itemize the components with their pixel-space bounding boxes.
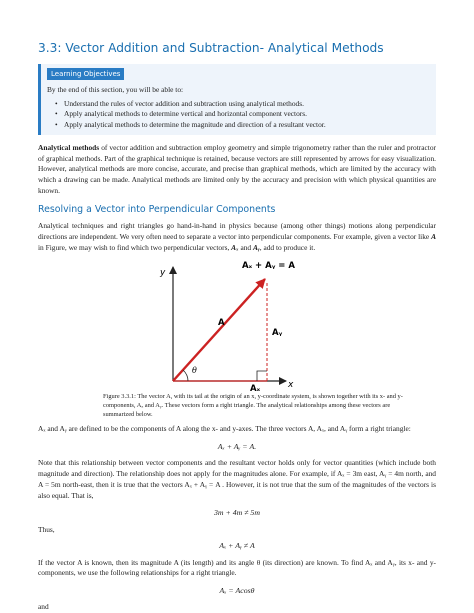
right-angle-marker xyxy=(257,371,267,381)
theta-arc xyxy=(183,370,188,381)
section-text-b: in Figure, we may wish to find which two perpendicular vectors, xyxy=(38,242,232,252)
y-axis-label: y xyxy=(160,268,166,279)
known-paragraph: If the vector A is known, then its magnitude A (its length) and its angle θ (its direction) are known. To find Aₓ and Aᵧ, its x- and y-components, we use the following relationships for a right triangle. xyxy=(38,557,436,578)
section-text-a: Analytical techniques and right triangles go hand-in-hand in physics because (among other things) motions along perpendicular directions are independent. We very often need to separate a vector into perpendicular components. For example, given a vector like xyxy=(38,221,436,241)
vector-a-arrow xyxy=(173,279,265,381)
section-paragraph xyxy=(38,221,436,253)
theta-label: θ xyxy=(192,366,197,376)
vector-ay-label: Aᵧ xyxy=(272,328,283,339)
vector-figure xyxy=(38,259,436,392)
objective-item: • Apply analytical methods to determine vertical and horizontal component vectors. xyxy=(55,109,430,119)
vector-a-label: A xyxy=(218,318,225,329)
intro-text: of vector addition and subtraction employ geometry and simple trigonometry rather than the ruler and protractor of graphical methods. Part of the graphical technique is retained, because vectors are still represented by arrows for easy visualization. However, analytical methods are more concise, accurate, and precise than graphical methods, which are limited by the accuracy with which a drawing can be made. Analytical methods are limited only by the accuracy and precision with which physical quantities are known. xyxy=(38,142,436,195)
top-equation-label: Aₓ + Aᵧ = A xyxy=(242,261,295,272)
var-ay: Aᵧ xyxy=(252,242,260,252)
learning-objectives-tag: Learning Objectives xyxy=(47,68,124,80)
intro-paragraph xyxy=(38,143,436,197)
var-ax: Aₓ xyxy=(231,242,239,252)
figure-caption xyxy=(38,393,436,419)
vector-diagram xyxy=(138,259,338,392)
var-a: A xyxy=(431,231,436,241)
caption-label: Figure 3.3.1 xyxy=(103,393,135,401)
equation-1: Aₓ + Aᵧ = A. xyxy=(217,442,257,452)
x-axis-label: x xyxy=(288,380,294,391)
components-paragraph: Aₓ and Aᵧ are defined to be the components of A along the x- and y-axes. The three vectors A, Aₓ, and Aᵧ form a right triangle: xyxy=(38,424,411,434)
equation-4: Aₓ = Acosθ xyxy=(219,586,255,596)
section-heading: Resolving a Vector into Perpendicular Components xyxy=(38,203,276,215)
note-paragraph: Note that this relationship between vector components and the resultant vector holds only for vector quantities (which include both magnitude and direction). The relationship does not apply for the magnitudes alone. For example, if Aₓ = 3m east, Aᵧ = 4m north, and A = 5m north-east, then it is true that the vectors Aₓ + Aᵧ = A . However, it is not true that the sum of the magnitudes of the vectors is also equal. That is, xyxy=(38,458,436,500)
page-content xyxy=(38,40,436,613)
section-text-c: and xyxy=(238,242,253,252)
and-text: and xyxy=(38,602,49,612)
objective-item: • Apply analytical methods to determine the magnitude and direction of a resultant vector. xyxy=(55,120,430,130)
thus-text: Thus, xyxy=(38,524,55,534)
learning-objectives-box xyxy=(38,64,436,135)
section-text-d: , add to produce it. xyxy=(259,242,316,252)
objective-item: • Understand the rules of vector addition and subtraction using analytical methods. xyxy=(55,99,430,109)
learning-objectives-intro: By the end of this section, you will be able to: xyxy=(47,85,184,95)
page-title: 3.3: Vector Addition and Subtraction- Analytical Methods xyxy=(38,41,384,55)
vector-ax-label: Aₓ xyxy=(250,384,261,393)
learning-objectives-list xyxy=(47,99,430,130)
caption-text: : The vector A, with its tail at the origin of an x, y-coordinate system, is shown together with its x- and y-components, Aₓ and Aᵧ. These vectors form a right triangle. The analytical relationships among these vectors are summarized below. xyxy=(103,393,403,418)
equation-3: Aₓ + Aᵧ ≠ A xyxy=(219,541,255,551)
analytical-methods-term: Analytical methods xyxy=(38,142,100,152)
equation-2: 3m + 4m ≠ 5m xyxy=(214,508,260,518)
